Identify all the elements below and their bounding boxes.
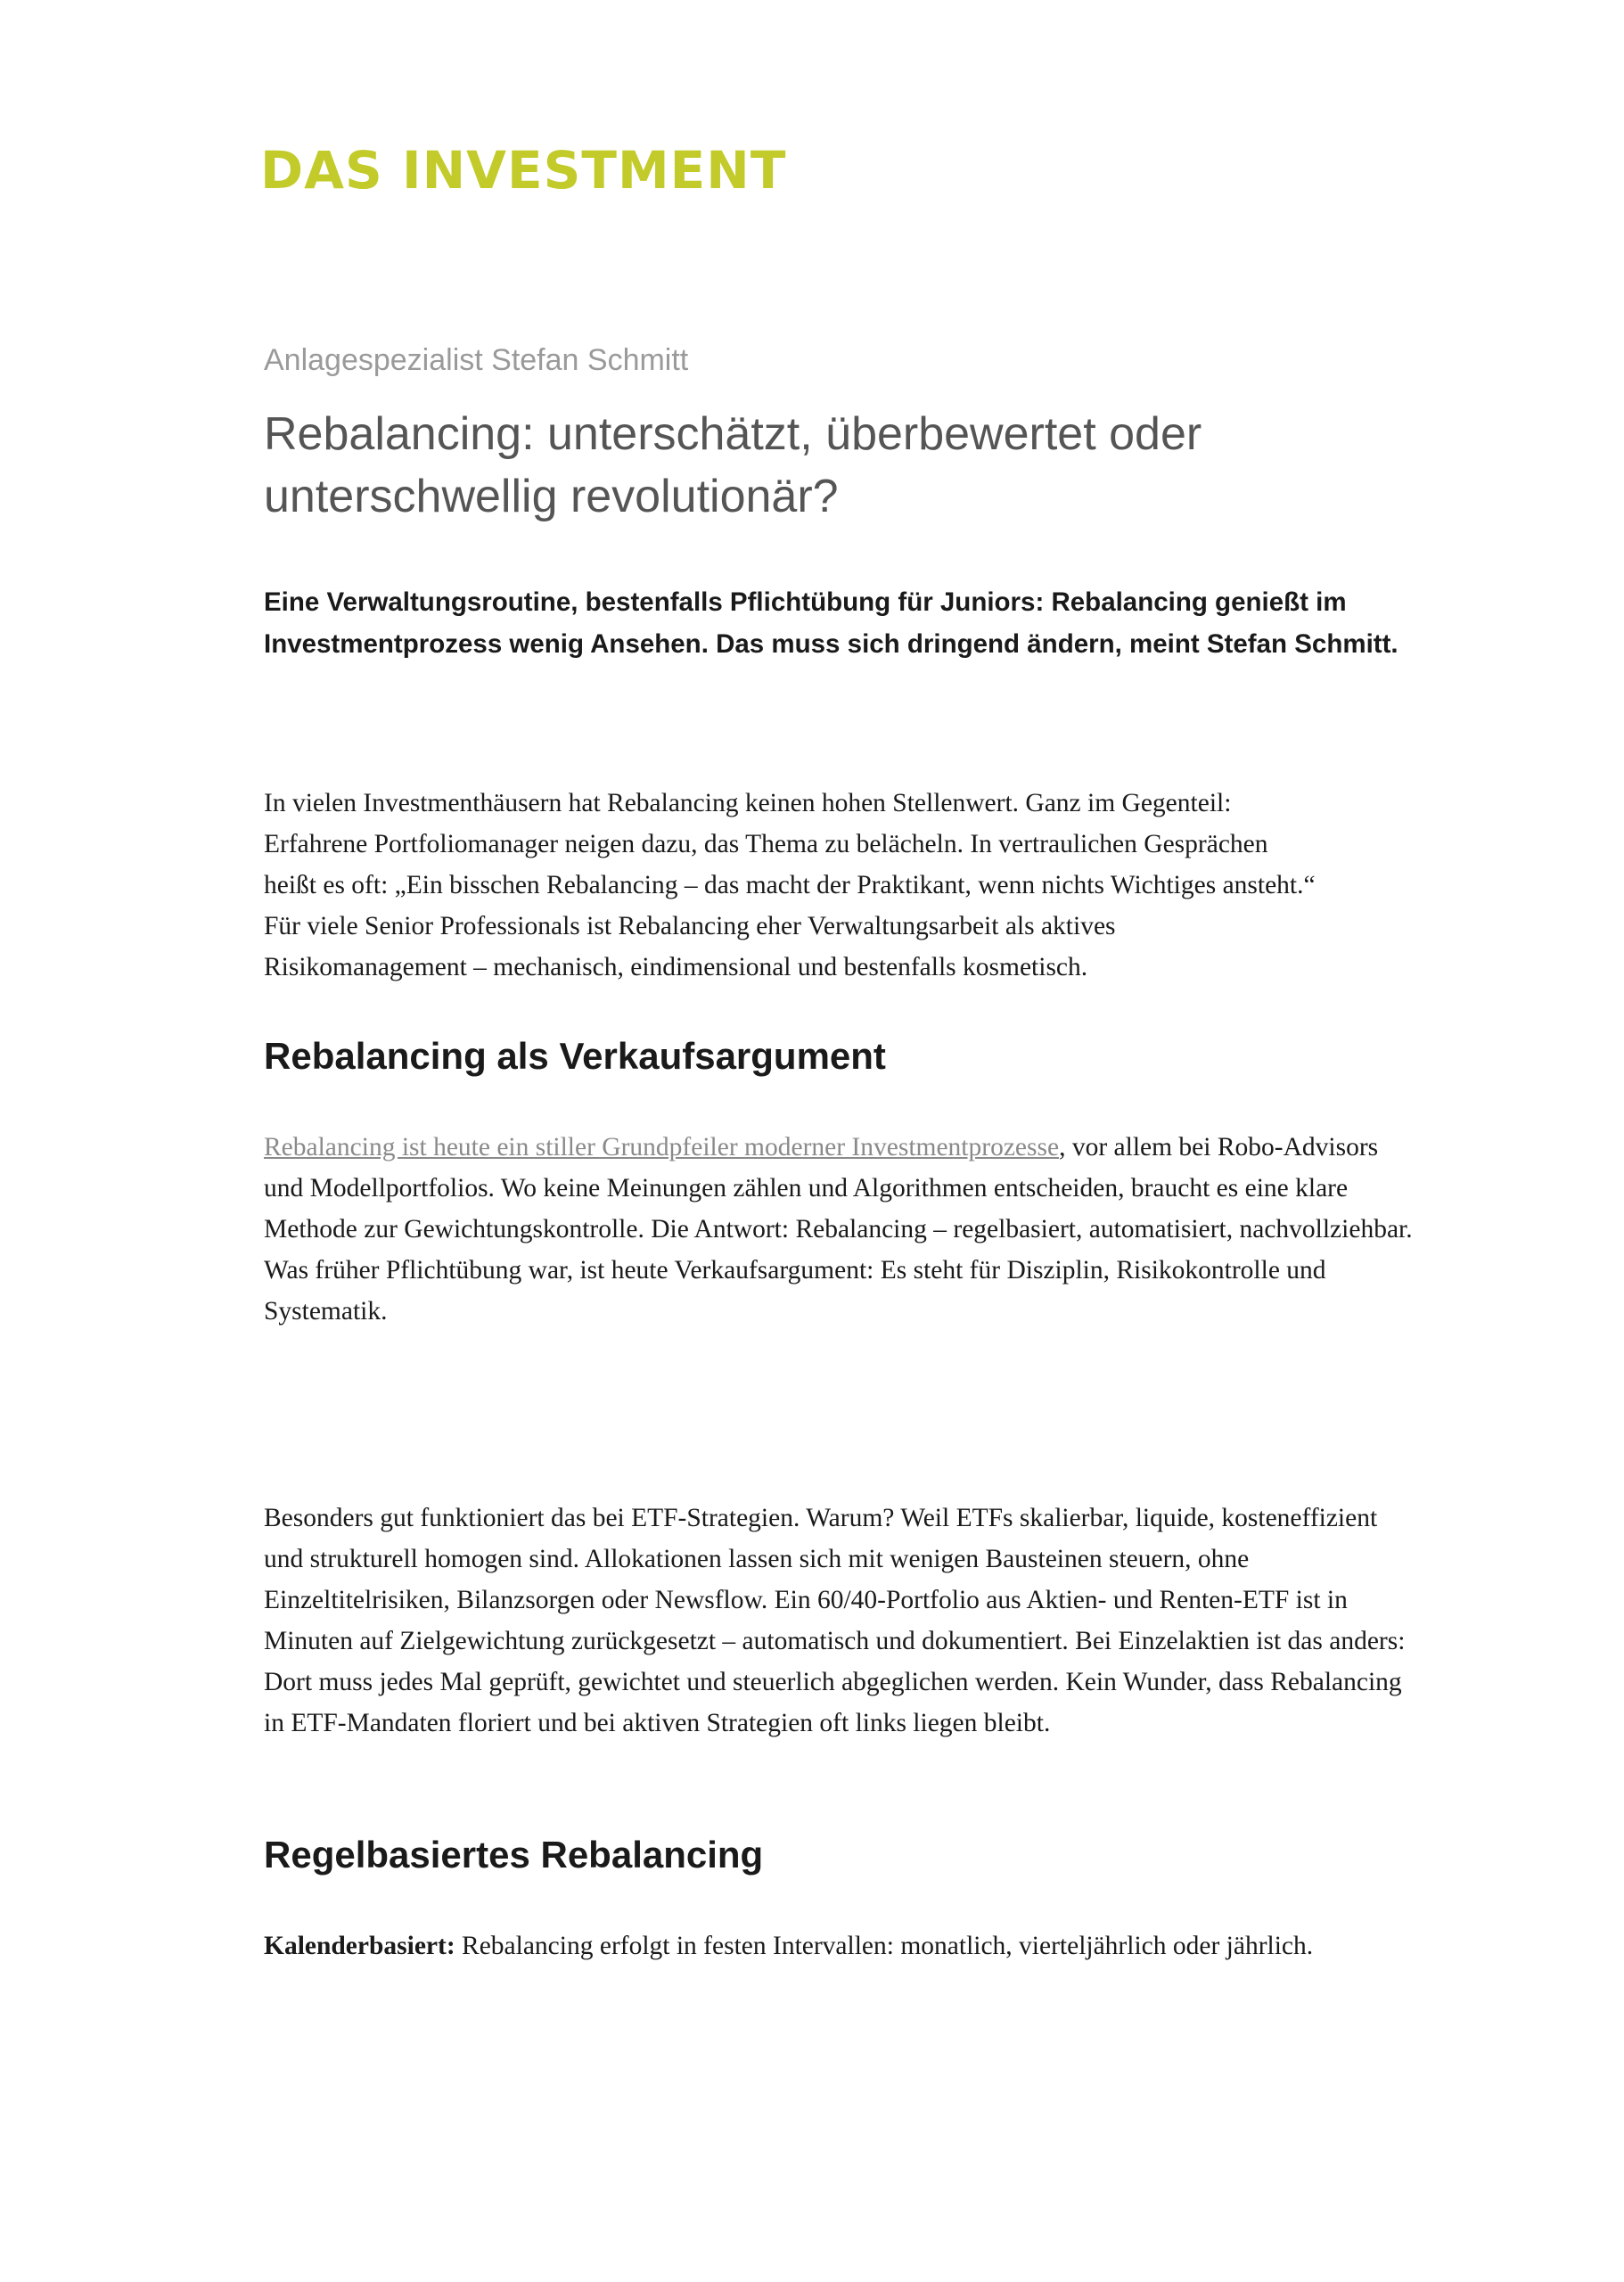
article-kicker: Anlagespezialist Stefan Schmitt xyxy=(264,343,689,377)
paragraph-verkaufsargument-text: , vor allem bei Robo-Advisors und Modellportfolios. Wo keine Meinungen zählen und Algorithmen entscheiden, braucht es eine klare Methode zur Gewichtungskontrolle. Die Antwort: Rebalancing – regelbasiert, automatisiert, nachvollziehbar. Was früher Pflichtübung war, ist heute Verkaufsargument: Es steht für Disziplin, Risikokontrolle und Systematik. xyxy=(264,1133,1413,1326)
paragraph-intro-line-5: Risikomanagement – mechanisch, eindimensional und bestenfalls kosmetisch. xyxy=(264,953,1088,981)
paragraph-etf-strategien: Besonders gut funktioniert das bei ETF-Strategien. Warum? Weil ETFs skalierbar, liquide, kosteneffizient und strukturell homogen sind. Allokationen lassen sich mit wenigen Bausteinen steuern, ohne Einzeltitelrisiken, Bilanzsorgen oder Newsflow. Ein 60/40-Portfolio aus Aktien- und Renten-ETF ist in Minuten auf Zielgewichtung zurückgesetzt – automatisch und dokumentiert. Bei Einzelaktien ist das anders: Dort muss jedes Mal geprüft, gewichtet und steuerlich abgeglichen werden. Kein Wunder, dass Rebalancing in ETF-Mandaten floriert und bei aktiven Strategien oft links liegen bleibt. xyxy=(264,1504,1406,1737)
paragraph-intro xyxy=(264,783,1414,988)
paragraph-intro-line-2: Erfahrene Portfoliomanager neigen dazu, das Thema zu belächeln. In vertraulichen Gesprächen xyxy=(264,830,1268,858)
paragraph-intro-line-3: heißt es oft: „Ein bisschen Rebalancing – das macht der Praktikant, wenn nichts Wichtiges ansteht.“ xyxy=(264,871,1316,899)
headline-line-1: Rebalancing: unterschätzt, überbewertet oder xyxy=(264,408,1202,460)
kalenderbasiert-label: Kalenderbasiert: xyxy=(264,1932,455,1960)
paragraph-kalenderbasiert xyxy=(264,1925,1414,1966)
paragraph-verkaufsargument xyxy=(264,1127,1414,1332)
section-heading-verkaufsargument: Rebalancing als Verkaufsargument xyxy=(264,1035,886,1077)
investmentprozesse-link[interactable]: Rebalancing ist heute ein stiller Grundpfeiler moderner Investmentprozesse xyxy=(264,1133,1060,1162)
article-headline xyxy=(264,403,1378,528)
article-teaser: Eine Verwaltungsroutine, bestenfalls Pflichtübung für Juniors: Rebalancing genießt im Investmentprozess wenig Ansehen. Das muss sich dringend ändern, meint Stefan Schmitt. xyxy=(264,587,1398,659)
publication-logo: DAS INVESTMENT xyxy=(260,140,787,201)
kalenderbasiert-text: Rebalancing erfolgt in festen Intervallen: monatlich, vierteljährlich oder jährlich. xyxy=(455,1932,1314,1960)
headline-line-2: unterschwellig revolutionär? xyxy=(264,471,839,522)
paragraph-intro-line-1: In vielen Investmenthäusern hat Rebalancing keinen hohen Stellenwert. Ganz im Gegenteil: xyxy=(264,789,1232,817)
paragraph-intro-line-4: Für viele Senior Professionals ist Rebalancing eher Verwaltungsarbeit als aktives xyxy=(264,912,1116,940)
section-heading-regelbasiert: Regelbasiertes Rebalancing xyxy=(264,1834,764,1876)
